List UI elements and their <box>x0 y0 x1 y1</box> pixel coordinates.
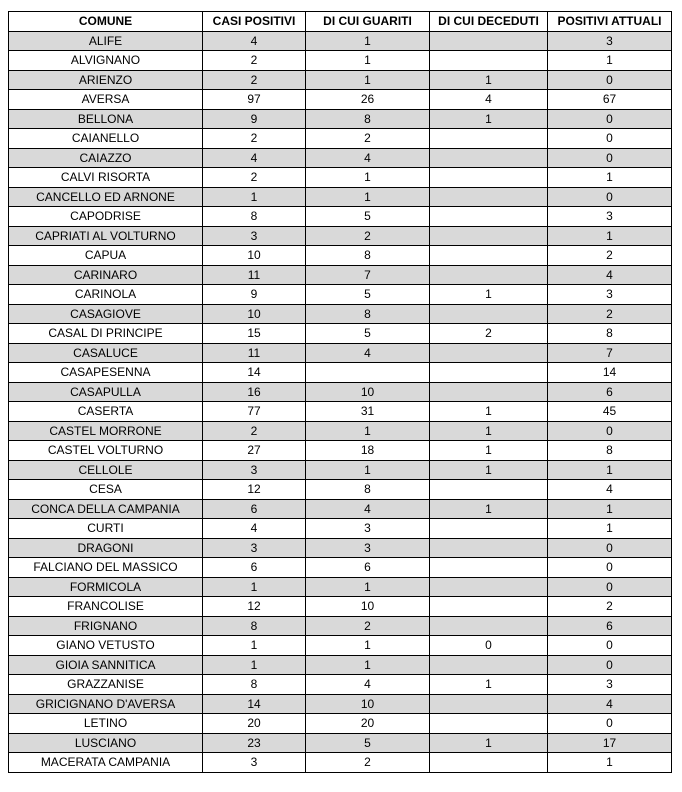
cell-comune: CASALUCE <box>9 343 203 363</box>
cell-comune: GIOIA SANNITICA <box>9 655 203 675</box>
cell-deceduti: 1 <box>430 109 548 129</box>
cell-casi-positivi: 14 <box>203 363 306 383</box>
cell-deceduti <box>430 187 548 207</box>
cell-guariti: 8 <box>306 480 430 500</box>
cell-casi-positivi: 1 <box>203 655 306 675</box>
cell-guariti: 8 <box>306 304 430 324</box>
cell-guariti: 1 <box>306 577 430 597</box>
cell-guariti: 2 <box>306 753 430 773</box>
cell-comune: CAPUA <box>9 246 203 266</box>
header-deceduti: DI CUI DECEDUTI <box>430 12 548 32</box>
cell-casi-positivi: 2 <box>203 421 306 441</box>
cell-deceduti <box>430 480 548 500</box>
cell-positivi-attuali: 3 <box>548 207 672 227</box>
cell-deceduti <box>430 51 548 71</box>
cell-comune: CONCA DELLA CAMPANIA <box>9 499 203 519</box>
cell-deceduti <box>430 694 548 714</box>
cell-guariti: 1 <box>306 655 430 675</box>
cell-positivi-attuali: 1 <box>548 226 672 246</box>
cell-comune: LETINO <box>9 714 203 734</box>
cell-comune: CASAPULLA <box>9 382 203 402</box>
cell-positivi-attuali: 0 <box>548 636 672 656</box>
cell-comune: FALCIANO DEL MASSICO <box>9 558 203 578</box>
cell-deceduti <box>430 519 548 539</box>
cell-comune: ARIENZO <box>9 70 203 90</box>
cell-casi-positivi: 10 <box>203 304 306 324</box>
cell-positivi-attuali: 1 <box>548 753 672 773</box>
cell-deceduti: 1 <box>430 421 548 441</box>
cell-casi-positivi: 12 <box>203 480 306 500</box>
table-row <box>9 441 672 461</box>
cell-positivi-attuali: 6 <box>548 382 672 402</box>
cell-positivi-attuali: 0 <box>548 148 672 168</box>
table-row <box>9 694 672 714</box>
cell-guariti: 1 <box>306 421 430 441</box>
cell-positivi-attuali: 14 <box>548 363 672 383</box>
cell-casi-positivi: 1 <box>203 187 306 207</box>
cell-comune: GIANO VETUSTO <box>9 636 203 656</box>
cell-casi-positivi: 2 <box>203 51 306 71</box>
table-row <box>9 616 672 636</box>
cell-guariti: 2 <box>306 129 430 149</box>
cell-positivi-attuali: 1 <box>548 51 672 71</box>
cell-casi-positivi: 9 <box>203 109 306 129</box>
cell-casi-positivi: 3 <box>203 753 306 773</box>
table-header-row <box>9 12 672 32</box>
cell-deceduti: 1 <box>430 675 548 695</box>
cell-casi-positivi: 2 <box>203 70 306 90</box>
table-row <box>9 31 672 51</box>
table-row <box>9 207 672 227</box>
cell-comune: AVERSA <box>9 90 203 110</box>
cell-comune: CAIANELLO <box>9 129 203 149</box>
cell-deceduti: 4 <box>430 90 548 110</box>
cell-comune: FORMICOLA <box>9 577 203 597</box>
cell-deceduti <box>430 246 548 266</box>
cell-deceduti <box>430 714 548 734</box>
cell-casi-positivi: 4 <box>203 148 306 168</box>
cell-deceduti: 1 <box>430 402 548 422</box>
header-comune: COMUNE <box>9 12 203 32</box>
cell-deceduti <box>430 265 548 285</box>
table-row <box>9 148 672 168</box>
cell-comune: CALVI RISORTA <box>9 168 203 188</box>
table-row <box>9 655 672 675</box>
cell-deceduti <box>430 616 548 636</box>
cell-comune: DRAGONI <box>9 538 203 558</box>
cell-guariti: 1 <box>306 70 430 90</box>
cell-casi-positivi: 16 <box>203 382 306 402</box>
cell-guariti: 6 <box>306 558 430 578</box>
cell-guariti <box>306 363 430 383</box>
cell-guariti: 20 <box>306 714 430 734</box>
cell-deceduti <box>430 538 548 558</box>
cell-guariti: 4 <box>306 148 430 168</box>
cell-comune: CANCELLO ED ARNONE <box>9 187 203 207</box>
header-guariti: DI CUI GUARITI <box>306 12 430 32</box>
cell-guariti: 3 <box>306 538 430 558</box>
cell-positivi-attuali: 8 <box>548 324 672 344</box>
cell-positivi-attuali: 3 <box>548 675 672 695</box>
cell-deceduti: 1 <box>430 441 548 461</box>
cell-deceduti <box>430 382 548 402</box>
cell-comune: CURTI <box>9 519 203 539</box>
table-row <box>9 402 672 422</box>
cell-guariti: 4 <box>306 343 430 363</box>
cell-positivi-attuali: 4 <box>548 480 672 500</box>
cell-positivi-attuali: 2 <box>548 246 672 266</box>
cell-comune: BELLONA <box>9 109 203 129</box>
cell-comune: CASAPESENNA <box>9 363 203 383</box>
cell-deceduti <box>430 226 548 246</box>
cell-guariti: 10 <box>306 382 430 402</box>
cell-deceduti <box>430 597 548 617</box>
table-row <box>9 597 672 617</box>
cell-guariti: 5 <box>306 285 430 305</box>
table-row <box>9 519 672 539</box>
cell-positivi-attuali: 0 <box>548 187 672 207</box>
cell-comune: CASERTA <box>9 402 203 422</box>
cell-guariti: 5 <box>306 207 430 227</box>
cell-guariti: 1 <box>306 460 430 480</box>
cell-deceduti <box>430 148 548 168</box>
cell-casi-positivi: 3 <box>203 226 306 246</box>
cell-comune: CASTEL VOLTURNO <box>9 441 203 461</box>
cell-positivi-attuali: 0 <box>548 421 672 441</box>
table-row <box>9 109 672 129</box>
cell-positivi-attuali: 8 <box>548 441 672 461</box>
cell-comune: CARINARO <box>9 265 203 285</box>
cell-guariti: 8 <box>306 246 430 266</box>
cell-comune: CAPRIATI AL VOLTURNO <box>9 226 203 246</box>
cell-positivi-attuali: 0 <box>548 129 672 149</box>
table-row <box>9 577 672 597</box>
cell-casi-positivi: 10 <box>203 246 306 266</box>
cell-comune: CESA <box>9 480 203 500</box>
cell-deceduti <box>430 343 548 363</box>
cell-positivi-attuali: 67 <box>548 90 672 110</box>
cell-casi-positivi: 11 <box>203 265 306 285</box>
cell-casi-positivi: 3 <box>203 538 306 558</box>
cell-casi-positivi: 8 <box>203 616 306 636</box>
cell-positivi-attuali: 0 <box>548 109 672 129</box>
cell-positivi-attuali: 1 <box>548 519 672 539</box>
cell-deceduti <box>430 129 548 149</box>
cell-casi-positivi: 6 <box>203 499 306 519</box>
cell-guariti: 1 <box>306 51 430 71</box>
cell-casi-positivi: 15 <box>203 324 306 344</box>
cell-casi-positivi: 1 <box>203 577 306 597</box>
cell-positivi-attuali: 1 <box>548 168 672 188</box>
cell-positivi-attuali: 1 <box>548 499 672 519</box>
cell-casi-positivi: 12 <box>203 597 306 617</box>
cell-deceduti <box>430 753 548 773</box>
cell-positivi-attuali: 17 <box>548 733 672 753</box>
cell-comune: CASTEL MORRONE <box>9 421 203 441</box>
cell-deceduti: 1 <box>430 285 548 305</box>
cell-guariti: 5 <box>306 733 430 753</box>
cell-deceduti <box>430 363 548 383</box>
cell-comune: ALVIGNANO <box>9 51 203 71</box>
cell-comune: CASAL DI PRINCIPE <box>9 324 203 344</box>
cell-deceduti: 0 <box>430 636 548 656</box>
cell-guariti: 1 <box>306 636 430 656</box>
cell-deceduti <box>430 558 548 578</box>
header-positivi-attuali: POSITIVI ATTUALI <box>548 12 672 32</box>
cell-deceduti: 1 <box>430 460 548 480</box>
table-row <box>9 90 672 110</box>
table-row <box>9 636 672 656</box>
cell-casi-positivi: 23 <box>203 733 306 753</box>
cell-casi-positivi: 14 <box>203 694 306 714</box>
cell-comune: GRAZZANISE <box>9 675 203 695</box>
cell-casi-positivi: 1 <box>203 636 306 656</box>
cell-casi-positivi: 2 <box>203 168 306 188</box>
table-row <box>9 343 672 363</box>
cell-casi-positivi: 8 <box>203 675 306 695</box>
cell-positivi-attuali: 4 <box>548 694 672 714</box>
cell-positivi-attuali: 3 <box>548 285 672 305</box>
cell-guariti: 1 <box>306 187 430 207</box>
cell-casi-positivi: 6 <box>203 558 306 578</box>
cell-casi-positivi: 97 <box>203 90 306 110</box>
cell-comune: CAIAZZO <box>9 148 203 168</box>
cell-positivi-attuali: 1 <box>548 460 672 480</box>
cell-guariti: 5 <box>306 324 430 344</box>
cell-deceduti: 1 <box>430 499 548 519</box>
cell-guariti: 31 <box>306 402 430 422</box>
table-row <box>9 382 672 402</box>
cell-guariti: 1 <box>306 168 430 188</box>
table-row <box>9 538 672 558</box>
cell-comune: FRIGNANO <box>9 616 203 636</box>
cell-guariti: 7 <box>306 265 430 285</box>
cell-guariti: 2 <box>306 616 430 636</box>
table-row <box>9 187 672 207</box>
table-row <box>9 363 672 383</box>
cell-deceduti <box>430 577 548 597</box>
cell-deceduti <box>430 31 548 51</box>
cell-guariti: 10 <box>306 597 430 617</box>
cell-positivi-attuali: 0 <box>548 558 672 578</box>
cell-deceduti: 1 <box>430 70 548 90</box>
cell-positivi-attuali: 0 <box>548 70 672 90</box>
table-row <box>9 421 672 441</box>
table-row <box>9 168 672 188</box>
table-row <box>9 733 672 753</box>
table-row <box>9 265 672 285</box>
table-row <box>9 324 672 344</box>
cell-casi-positivi: 9 <box>203 285 306 305</box>
cell-positivi-attuali: 0 <box>548 577 672 597</box>
cell-deceduti <box>430 168 548 188</box>
table-row <box>9 246 672 266</box>
cell-guariti: 2 <box>306 226 430 246</box>
cell-deceduti: 1 <box>430 733 548 753</box>
cell-positivi-attuali: 3 <box>548 31 672 51</box>
covid-cases-table <box>8 11 672 773</box>
cell-positivi-attuali: 6 <box>548 616 672 636</box>
cell-casi-positivi: 11 <box>203 343 306 363</box>
table-row <box>9 460 672 480</box>
cell-comune: CARINOLA <box>9 285 203 305</box>
table-row <box>9 129 672 149</box>
cell-deceduti <box>430 304 548 324</box>
cell-casi-positivi: 2 <box>203 129 306 149</box>
table-row <box>9 285 672 305</box>
cell-comune: CAPODRISE <box>9 207 203 227</box>
cell-guariti: 26 <box>306 90 430 110</box>
cell-casi-positivi: 27 <box>203 441 306 461</box>
covid-table-container <box>8 11 672 773</box>
cell-guariti: 4 <box>306 499 430 519</box>
table-row <box>9 499 672 519</box>
cell-positivi-attuali: 2 <box>548 597 672 617</box>
cell-positivi-attuali: 7 <box>548 343 672 363</box>
cell-guariti: 1 <box>306 31 430 51</box>
table-row <box>9 675 672 695</box>
cell-casi-positivi: 8 <box>203 207 306 227</box>
cell-comune: CASAGIOVE <box>9 304 203 324</box>
cell-casi-positivi: 77 <box>203 402 306 422</box>
cell-deceduti: 2 <box>430 324 548 344</box>
cell-comune: FRANCOLISE <box>9 597 203 617</box>
cell-guariti: 3 <box>306 519 430 539</box>
cell-positivi-attuali: 4 <box>548 265 672 285</box>
cell-casi-positivi: 4 <box>203 31 306 51</box>
cell-comune: ALIFE <box>9 31 203 51</box>
cell-casi-positivi: 3 <box>203 460 306 480</box>
cell-positivi-attuali: 45 <box>548 402 672 422</box>
table-row <box>9 226 672 246</box>
table-row <box>9 753 672 773</box>
cell-comune: GRICIGNANO D'AVERSA <box>9 694 203 714</box>
table-row <box>9 304 672 324</box>
cell-deceduti <box>430 207 548 227</box>
cell-positivi-attuali: 0 <box>548 655 672 675</box>
table-row <box>9 558 672 578</box>
table-row <box>9 480 672 500</box>
cell-casi-positivi: 4 <box>203 519 306 539</box>
table-row <box>9 51 672 71</box>
cell-comune: MACERATA CAMPANIA <box>9 753 203 773</box>
cell-positivi-attuali: 2 <box>548 304 672 324</box>
table-row <box>9 70 672 90</box>
cell-guariti: 8 <box>306 109 430 129</box>
cell-positivi-attuali: 0 <box>548 538 672 558</box>
cell-comune: CELLOLE <box>9 460 203 480</box>
cell-guariti: 4 <box>306 675 430 695</box>
cell-deceduti <box>430 655 548 675</box>
cell-comune: LUSCIANO <box>9 733 203 753</box>
cell-casi-positivi: 20 <box>203 714 306 734</box>
cell-guariti: 10 <box>306 694 430 714</box>
header-casi-positivi: CASI POSITIVI <box>203 12 306 32</box>
cell-positivi-attuali: 0 <box>548 714 672 734</box>
cell-guariti: 18 <box>306 441 430 461</box>
table-row <box>9 714 672 734</box>
